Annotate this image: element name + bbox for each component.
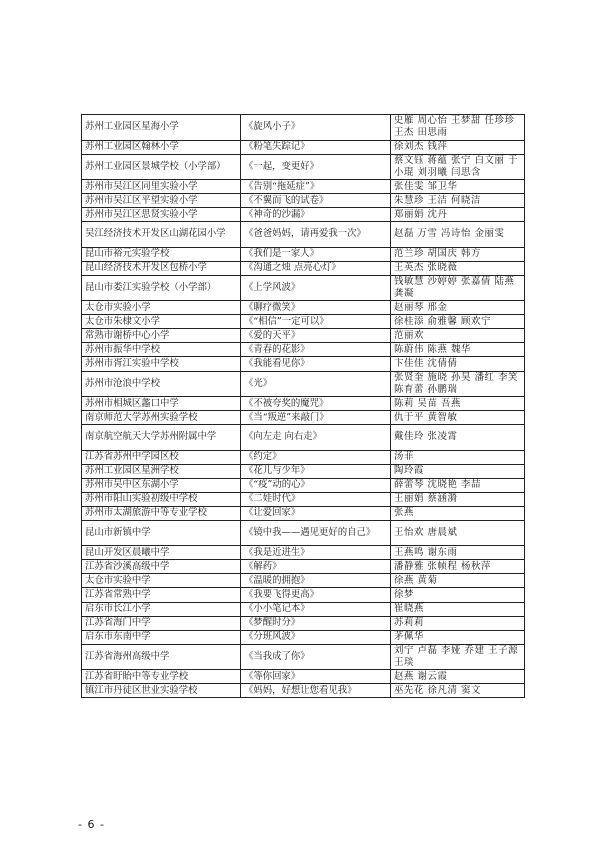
cell-school: 江苏省苏州中学园区校: [82, 450, 241, 464]
table-row: [82, 450, 525, 464]
cell-work: 《当我成了你》: [241, 644, 391, 670]
cell-students: 王燕鸣 谢东雨: [391, 546, 525, 560]
cell-students: 巫先花 徐凡清 窦文: [391, 684, 525, 698]
table-row: [82, 357, 525, 371]
cell-school: 昆山市裕元实验学校: [82, 247, 241, 261]
table-row: [82, 560, 525, 574]
cell-school: 镇江市丹徒区世业实验学校: [82, 684, 241, 698]
cell-work: 《爱的天平》: [241, 329, 391, 343]
cell-students: 刘宁 卢磊 李娅 乔建 王子源 王琰: [391, 644, 525, 670]
table-row: [82, 644, 525, 670]
table-row: [82, 154, 525, 180]
cell-work: 《粉笔失踪记》: [241, 140, 391, 154]
cell-work: 《镜中我——遇见更好的自己》: [241, 520, 391, 546]
cell-students: 张燕: [391, 506, 525, 520]
cell-work: 《我是近进生》: [241, 546, 391, 560]
award-table-body: [82, 115, 525, 698]
table-row: [82, 275, 525, 301]
cell-school: 苏州市吴江区平望实验小学: [82, 194, 241, 208]
page-number: - 6 -: [78, 818, 105, 831]
cell-work: 《梦醒时分》: [241, 616, 391, 630]
cell-students: 张贤奎 施晓 孙昊 潘红 李笑 陈育蕾 孙鹏瑞: [391, 371, 525, 397]
cell-work: 《光》: [241, 371, 391, 397]
table-row: [82, 301, 525, 315]
table-row: [82, 343, 525, 357]
cell-school: 太仓市实验中学: [82, 574, 241, 588]
cell-school: 苏州市振华中学校: [82, 343, 241, 357]
table-row: [82, 478, 525, 492]
cell-work: 《不翼而飞的试卷》: [241, 194, 391, 208]
table-row: [82, 506, 525, 520]
cell-work: 《让爱回家》: [241, 506, 391, 520]
cell-work: 《分班风波》: [241, 630, 391, 644]
cell-students: 陈蔚伟 陈燕 魏华: [391, 343, 525, 357]
cell-students: 蔡文钰 蒋蕴 张宁 白文丽 于小琨 刘羽曦 闫思含: [391, 154, 525, 180]
cell-school: 江苏省盱眙中等专业学校: [82, 670, 241, 684]
cell-students: 茅佩华: [391, 630, 525, 644]
cell-work: 《小小笔记本》: [241, 602, 391, 616]
cell-school: 吴江经济技术开发区山湖花园小学: [82, 222, 241, 248]
cell-students: 王英杰 张晓薇: [391, 261, 525, 275]
cell-school: 苏州工业园区星海小学: [82, 115, 241, 141]
cell-students: 朱慧珍 王洁 何晓洁: [391, 194, 525, 208]
cell-school: 启东市长江小学: [82, 602, 241, 616]
cell-work: 《解药》: [241, 560, 391, 574]
table-row: [82, 208, 525, 222]
cell-students: 赵丽琴 邢金: [391, 301, 525, 315]
table-row: [82, 574, 525, 588]
table-row: [82, 222, 525, 248]
cell-work: 《聊疗微笑》: [241, 301, 391, 315]
cell-school: 苏州市吴江区同里实验小学: [82, 180, 241, 194]
cell-work: 《“相信”一定可以》: [241, 315, 391, 329]
cell-students: 赵磊 万雪 冯诗怡 金丽雯: [391, 222, 525, 248]
table-row: [82, 411, 525, 425]
cell-work: 《我能看见你》: [241, 357, 391, 371]
cell-work: 《二娃时代》: [241, 492, 391, 506]
cell-school: 常熟市谢桥中心小学: [82, 329, 241, 343]
cell-school: 启东市东南中学: [82, 630, 241, 644]
cell-school: 昆山市新镇中学: [82, 520, 241, 546]
cell-school: 昆山经济技术开发区包桥小学: [82, 261, 241, 275]
cell-work: 《沟通之烛 点亮心灯》: [241, 261, 391, 275]
cell-school: 南京航空航天大学苏州附属中学: [82, 425, 241, 451]
table-row: [82, 492, 525, 506]
table-row: [82, 315, 525, 329]
cell-students: 赵燕 谢云霞: [391, 670, 525, 684]
cell-school: 苏州市胥江实验中学校: [82, 357, 241, 371]
cell-students: 戴佳玲 张凌霄: [391, 425, 525, 451]
cell-school: 苏州工业园区翰林小学: [82, 140, 241, 154]
cell-work: 《神奇的沙漏》: [241, 208, 391, 222]
cell-school: 江苏省沙溪高级中学: [82, 560, 241, 574]
cell-work: 《妈妈，好想让您看见我》: [241, 684, 391, 698]
award-table: [81, 114, 525, 698]
cell-school: 苏州市吴中区东湖小学: [82, 478, 241, 492]
cell-school: 江苏省海州高级中学: [82, 644, 241, 670]
cell-students: 陶玲霞: [391, 464, 525, 478]
cell-students: 陈莉 吴苗 吾燕: [391, 397, 525, 411]
cell-students: 范丽欢: [391, 329, 525, 343]
cell-students: 张佳雯 邹卫华: [391, 180, 525, 194]
table-row: [82, 546, 525, 560]
cell-school: 苏州工业园区星洲学校: [82, 464, 241, 478]
cell-school: 太仓市朱棣文小学: [82, 315, 241, 329]
table-row: [82, 616, 525, 630]
cell-work: 《花儿与少年》: [241, 464, 391, 478]
table-row: [82, 180, 525, 194]
cell-students: 徐桂添 俞雅馨 顾欢宁: [391, 315, 525, 329]
cell-students: 王丽娟 蔡涵漪: [391, 492, 525, 506]
cell-work: 《青春的花影》: [241, 343, 391, 357]
cell-students: 苏莉莉: [391, 616, 525, 630]
cell-students: 徐梦: [391, 588, 525, 602]
cell-students: 潘静雅 张帧程 杨秋萍: [391, 560, 525, 574]
cell-school: 苏州市吴江区思贤实验小学: [82, 208, 241, 222]
table-row: [82, 602, 525, 616]
cell-school: 昆山市娄江实验学校（小学部）: [82, 275, 241, 301]
cell-school: 苏州工业园区景城学校（小学部）: [82, 154, 241, 180]
table-row: [82, 520, 525, 546]
cell-school: 苏州市太湖旅游中等专业学校: [82, 506, 241, 520]
cell-work: 《向左走 向右走》: [241, 425, 391, 451]
cell-work: 《当“叛逆”来敲门》: [241, 411, 391, 425]
cell-work: 《上学风波》: [241, 275, 391, 301]
cell-work: 《“疫”动的心》: [241, 478, 391, 492]
cell-school: 昆山开发区晨曦中学: [82, 546, 241, 560]
table-row: [82, 329, 525, 343]
cell-students: 王怡欢 唐晨斌: [391, 520, 525, 546]
cell-students: 徐燕 黄菊: [391, 574, 525, 588]
table-row: [82, 115, 525, 141]
cell-work: 《爸爸妈妈，请再爱我一次》: [241, 222, 391, 248]
cell-work: 《我要飞得更高》: [241, 588, 391, 602]
cell-students: 钱敏慧 沙婷婷 张嘉倩 陆燕 龚凝: [391, 275, 525, 301]
table-row: [82, 464, 525, 478]
cell-students: 卞佳佳 沈倩倩: [391, 357, 525, 371]
cell-work: 《约定》: [241, 450, 391, 464]
cell-students: 徐刘杰 钱萍: [391, 140, 525, 154]
cell-work: 《一起，变更好》: [241, 154, 391, 180]
table-row: [82, 588, 525, 602]
cell-school: 苏州市相城区蠡口中学: [82, 397, 241, 411]
table-row: [82, 684, 525, 698]
table-row: [82, 247, 525, 261]
table-row: [82, 371, 525, 397]
cell-work: 《旋风小子》: [241, 115, 391, 141]
table-row: [82, 630, 525, 644]
cell-school: 苏州市沧浪中学校: [82, 371, 241, 397]
cell-work: 《告别“拖延症”》: [241, 180, 391, 194]
cell-school: 南京师范大学苏州实验学校: [82, 411, 241, 425]
table-row: [82, 194, 525, 208]
table-row: [82, 425, 525, 451]
cell-school: 苏州市阳山实验初级中学校: [82, 492, 241, 506]
table-row: [82, 670, 525, 684]
cell-work: 《温暖的拥抱》: [241, 574, 391, 588]
cell-work: 《我们是一家人》: [241, 247, 391, 261]
cell-work: 《不被夸奖的魔咒》: [241, 397, 391, 411]
cell-students: 郑丽娟 沈丹: [391, 208, 525, 222]
cell-students: 薛蕾琴 沈晓艳 李喆: [391, 478, 525, 492]
cell-students: 史雁 周心怡 王梦甜 任珍珍 王杰 田思雨: [391, 115, 525, 141]
cell-work: 《等你回家》: [241, 670, 391, 684]
table-row: [82, 397, 525, 411]
cell-school: 太仓市实验小学: [82, 301, 241, 315]
cell-students: 范兰珍 胡国庆 韩方: [391, 247, 525, 261]
cell-students: 崔晓燕: [391, 602, 525, 616]
cell-school: 江苏省海门中学: [82, 616, 241, 630]
table-row: [82, 261, 525, 275]
cell-students: 汤菲: [391, 450, 525, 464]
cell-school: 江苏省常熟中学: [82, 588, 241, 602]
table-row: [82, 140, 525, 154]
cell-students: 仇于平 黄智敏: [391, 411, 525, 425]
